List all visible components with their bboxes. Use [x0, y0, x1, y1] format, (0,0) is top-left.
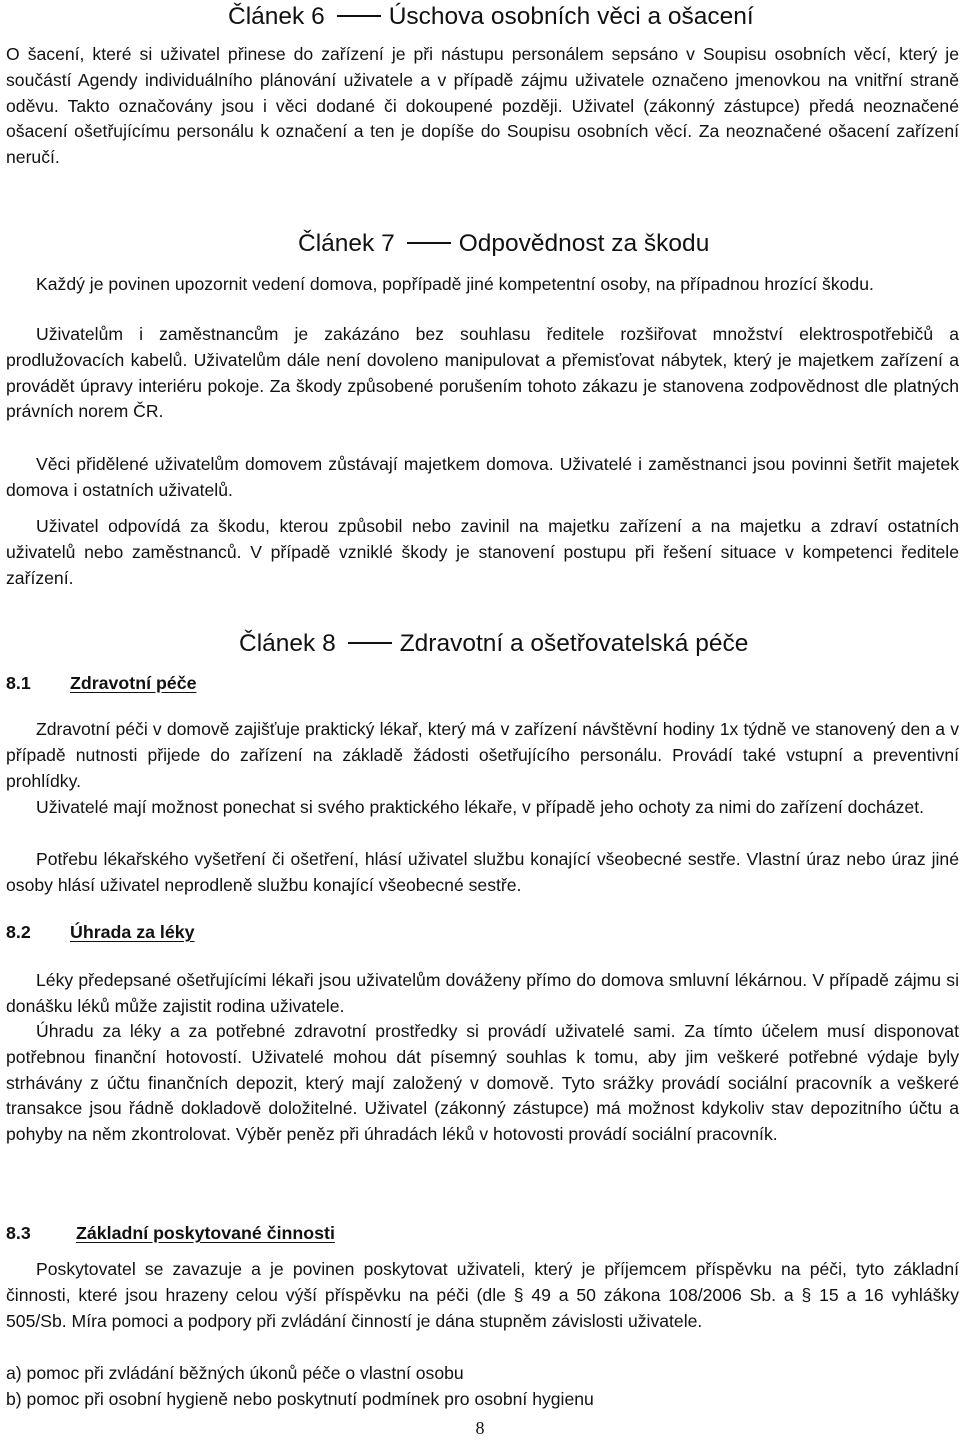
section-8-2-paragraph-1: Léky předepsané ošetřujícími lékaři jsou uživatelům dováženy přímo do domova smluvní lékárnou. V případě zájmu si donášku léků může zajistit rodina uživatele.	[6, 970, 959, 1016]
heading-dash	[348, 642, 392, 644]
article-6-heading	[228, 2, 754, 32]
section-8-1-number: 8.1	[6, 673, 31, 693]
section-8-3-title: Základní poskytované činnosti	[76, 1223, 335, 1243]
article-7-paragraph-2: Uživatelům i zaměstnancům je zakázáno bez souhlasu ředitele rozšiřovat množství elektrospotřebičů a prodlužovacích kabelů. Uživatelům dále není dovoleno manipulovat a přemisťovat nábytek, který je majetkem zařízení a provádět úpravy interiéru pokoje. Za škody způsobené porušením tohoto zákazu je stanovena zodpovědnost dle platných právních norem ČR.	[6, 324, 959, 422]
section-8-1-paragraph-2: Uživatelé mají možnost ponechat si svého praktického lékaře, v případě jeho ochoty za nimi do zařízení docházet.	[36, 797, 924, 817]
heading-dash	[407, 242, 451, 244]
article-6-paragraph: O šacení, které si uživatel přinese do zařízení je při nástupu personálem sepsáno v Soupisu osobních věcí, který je součástí Agendy individuálního plánování uživatele a v případě zájmu uživatele označeno jmenovkou na vnitřní straně oděvu. Takto označovány jsou i věci dodané či dokoupené později. Uživatel (zákonný zástupce) předá neoznačené ošacení ošetřujícímu personálu k označení a ten je dopíše do Soupisu osobních věcí. Za neoznačené ošacení zařízení neručí.	[6, 44, 959, 168]
article-6-label: Článek 6	[228, 3, 325, 30]
article-7-paragraph-4: Uživatel odpovídá za škodu, kterou způsobil nebo zavinil na majetku zařízení a na majetku a zdraví ostatních uživatelů nebo zaměstnanců. V případě vzniklé škody je stanovení postupu při řešení situace v kompetenci ředitele zařízení.	[6, 516, 959, 588]
article-7-title: Odpovědnost za škodu	[458, 230, 710, 257]
section-8-2-heading	[6, 920, 195, 945]
page-number: 8	[475, 1418, 485, 1438]
article-6-title: Úschova osobních věci a ošacení	[388, 3, 754, 30]
section-8-3-heading	[6, 1221, 335, 1246]
section-8-1-paragraph-3: Potřebu lékařského vyšetření či ošetření, hlásí uživatel službu konající všeobecné sestře. Vlastní úraz nebo úraz jiné osoby hlásí uživatel neprodleně službu konající všeobecné sestře.	[6, 849, 959, 895]
article-8-heading	[239, 629, 748, 659]
article-7-paragraph-3: Věci přidělené uživatelům domovem zůstávají majetkem domova. Uživatelé i zaměstnanci jsou povinni šetřit majetek domova i ostatních uživatelů.	[6, 454, 959, 500]
section-8-3-item-a: a) pomoc při zvládání běžných úkonů péče o vlastní osobu	[6, 1363, 464, 1383]
article-8-label: Článek 8	[239, 630, 336, 657]
article-7-paragraph-1: Každý je povinen upozornit vedení domova, popřípadě jiné kompetentní osoby, na případnou hrozící škodu.	[36, 274, 874, 294]
section-8-2-title: Úhrada za léky	[70, 922, 195, 942]
section-8-3-number: 8.3	[6, 1223, 31, 1243]
section-8-3-item-b: b) pomoc při osobní hygieně nebo poskytnutí podmínek pro osobní hygienu	[6, 1389, 594, 1409]
section-8-1-title: Zdravotní péče	[70, 673, 197, 693]
article-7-label: Článek 7	[298, 230, 395, 257]
section-8-2-number: 8.2	[6, 922, 31, 942]
section-8-3-paragraph-1: Poskytovatel se zavazuje a je povinen poskytovat uživateli, který je příjemcem příspěvku na péči, tyto základní činnosti, které jsou hrazeny celou výší příspěvku na péči (dle § 49 a 50 zákona 108/2006 Sb. a § 15 a 16 vyhlášky 505/Sb. Míra pomoci a podpory při zvládání činností je dána stupněm závislosti uživatele.	[6, 1259, 959, 1331]
section-8-1-heading	[6, 671, 196, 696]
heading-dash	[337, 15, 381, 17]
section-8-2-paragraph-2: Úhradu za léky a za potřebné zdravotní prostředky si provádí uživatelé sami. Za tímto účelem musí disponovat potřebnou finanční hotovostí. Uživatelé mohou dát písemný souhlas k tomu, aby jim veškeré potřebné výdaje byly strhávány z účtu finančních depozit, který mají založený v domově. Tyto srážky provádí sociální pracovník a veškeré transakce jsou řádně dokladově doložitelné. Uživatel (zákonný zástupce) má možnost kdykoliv stav depozitního účtu a pohyby na něm zkontrolovat. Výběr peněz při úhradách léků v hotovosti provádí sociální pracovník.	[6, 1021, 959, 1145]
section-8-1-paragraph-1: Zdravotní péči v domově zajišťuje praktický lékař, který má v zařízení návštěvní hodiny 1x týdně ve stanovený den a v případě nutnosti přijede do zařízení na základě žádosti ošetřujícího personálu. Provádí také vstupní a preventivní prohlídky.	[6, 719, 959, 791]
article-7-heading	[298, 229, 709, 259]
article-8-title: Zdravotní a ošetřovatelská péče	[399, 630, 749, 657]
